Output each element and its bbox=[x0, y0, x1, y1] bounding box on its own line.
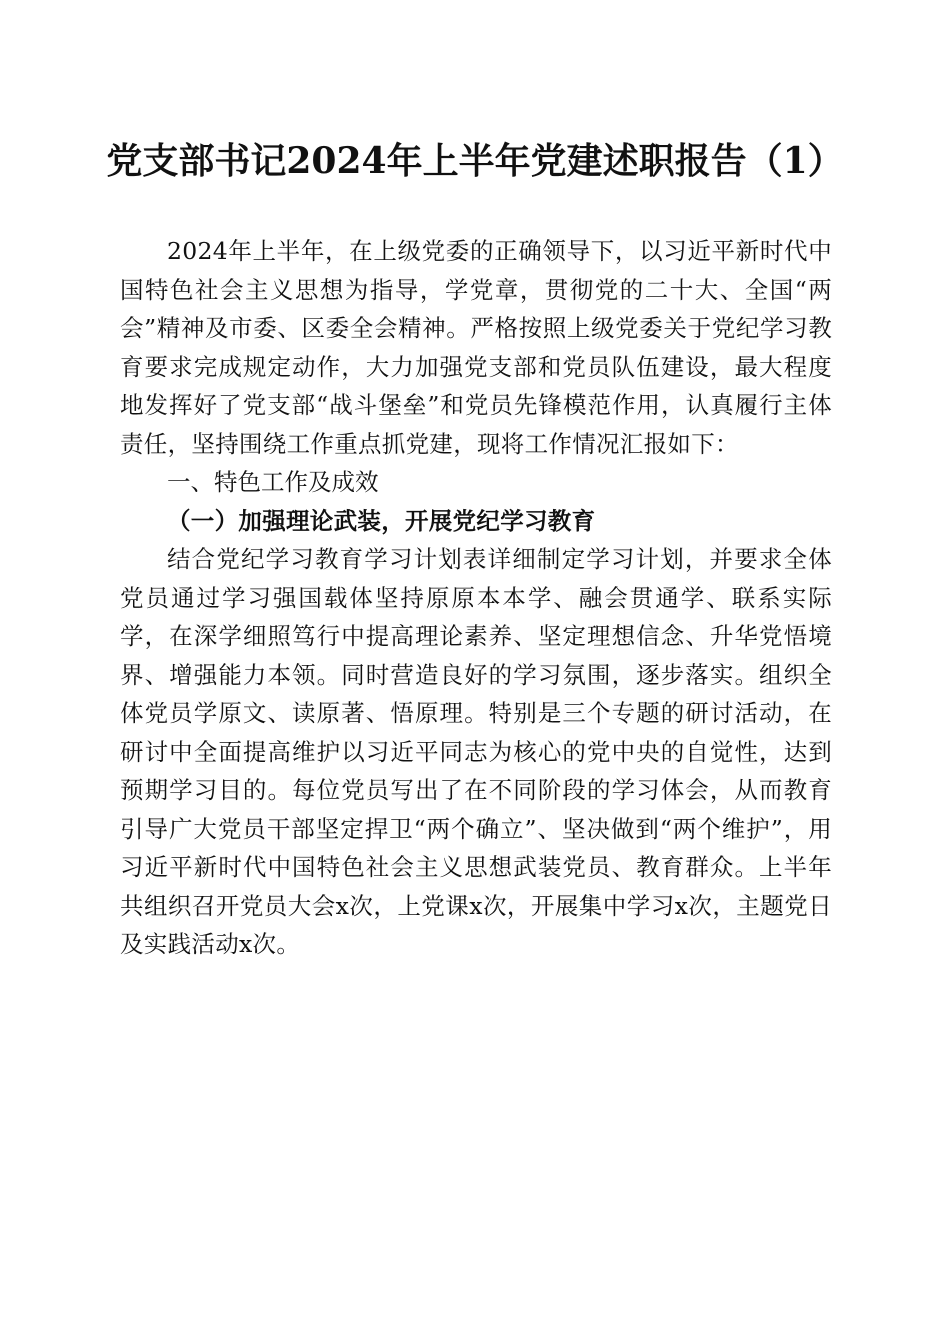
document-body bbox=[120, 232, 832, 964]
intro-paragraph: 2024年上半年，在上级党委的正确领导下，以习近平新时代中国特色社会主义思想为指导，学党章，贯彻党的二十大、全国“两会”精神及市委、区委全会精神。严格按照上级党委关于党纪学习教育要求完成规定动作，大力加强党支部和党员队伍建设，最大程度地发挥好了党支部“战斗堡垒”和党员先锋模范作用，认真履行主体责任，坚持围绕工作重点抓党建，现将工作情况汇报如下： bbox=[120, 237, 832, 458]
section-heading: 一、特色工作及成效 bbox=[167, 468, 379, 496]
document-title: 党支部书记2024年上半年党建述职报告（1） bbox=[106, 140, 844, 182]
subsection-paragraph: 结合党纪学习教育学习计划表详细制定学习计划，并要求全体党员通过学习强国载体坚持原原本本学、融会贯通学、联系实际学，在深学细照笃行中提高理论素养、坚定理想信念、升华党悟境界、增强能力本领。同时营造良好的学习氛围，逐步落实。组织全体党员学原文、读原著、悟原理。特别是三个专题的研讨活动，在研讨中全面提高维护以习近平同志为核心的党中央的自觉性，达到预期学习目的。每位党员写出了在不同阶段的学习体会，从而教育引导广大党员干部坚定捍卫“两个确立”、坚决做到“两个维护”，用习近平新时代中国特色社会主义思想武装党员、教育群众。上半年共组织召开党员大会x次，上党课x次，开展集中学习x次，主题党日及实践活动x次。 bbox=[120, 545, 832, 958]
subsection-heading: （一）加强理论武装，开展党纪学习教育 bbox=[167, 506, 596, 535]
